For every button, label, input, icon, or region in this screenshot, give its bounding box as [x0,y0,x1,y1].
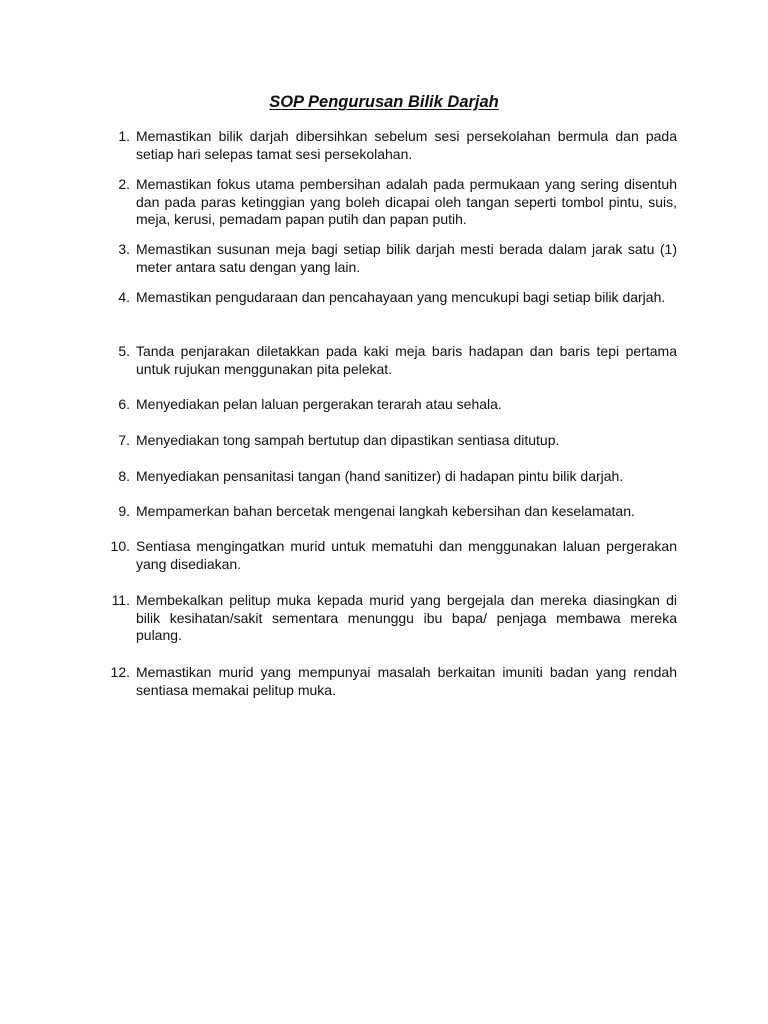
item-number: 9. [118,503,130,519]
item-text: Tanda penjarakan diletakkan pada kaki meja baris hadapan dan baris tepi pertama untuk rujukan menggunakan pita pelekat. [136,343,677,377]
item-text: Memastikan bilik darjah dibersihkan sebelum sesi persekolahan bermula dan pada setiap hari selepas tamat sesi persekolahan. [136,128,677,162]
item-number: 12. [110,664,130,680]
item-number: 10. [110,538,130,554]
item-text: Memastikan susunan meja bagi setiap bilik darjah mesti berada dalam jarak satu (1) meter antara satu dengan yang lain. [136,241,677,275]
item-text: Membekalkan pelitup muka kepada murid yang bergejala dan mereka diasingkan di bilik kesihatan/sakit sementara menunggu ibu bapa/ penjaga membawa mereka pulang. [136,592,677,643]
page-title: SOP Pengurusan Bilik Darjah [269,93,499,111]
item-text: Menyediakan pelan laluan pergerakan terarah atau sehala. [136,396,502,412]
item-text: Mempamerkan bahan bercetak mengenai langkah kebersihan dan keselamatan. [136,503,635,519]
item-text: Menyediakan pensanitasi tangan (hand sanitizer) di hadapan pintu bilik darjah. [136,468,624,484]
item-text: Memastikan fokus utama pembersihan adalah pada permukaan yang sering disentuh dan pada paras ketinggian yang boleh dicapai oleh tangan seperti tombol pintu, suis, meja, kerusi, pemadam papan putih dan papan putih. [136,176,677,227]
item-number: 2. [118,176,130,192]
item-number: 3. [118,241,130,257]
item-number: 4. [118,289,130,305]
item-number: 1. [118,128,130,144]
item-number: 5. [118,343,130,359]
item-number: 6. [118,396,130,412]
item-text: Menyediakan tong sampah bertutup dan dipastikan sentiasa ditutup. [136,432,560,448]
item-text: Memastikan murid yang mempunyai masalah berkaitan imuniti badan yang rendah sentiasa memakai pelitup muka. [136,664,677,698]
item-text: Sentiasa mengingatkan murid untuk mematuhi dan menggunakan laluan pergerakan yang disediakan. [136,538,677,572]
item-number: 8. [118,468,130,484]
item-number: 7. [118,432,130,448]
item-text: Memastikan pengudaraan dan pencahayaan yang mencukupi bagi setiap bilik darjah. [136,289,666,305]
item-number: 11. [111,592,130,608]
